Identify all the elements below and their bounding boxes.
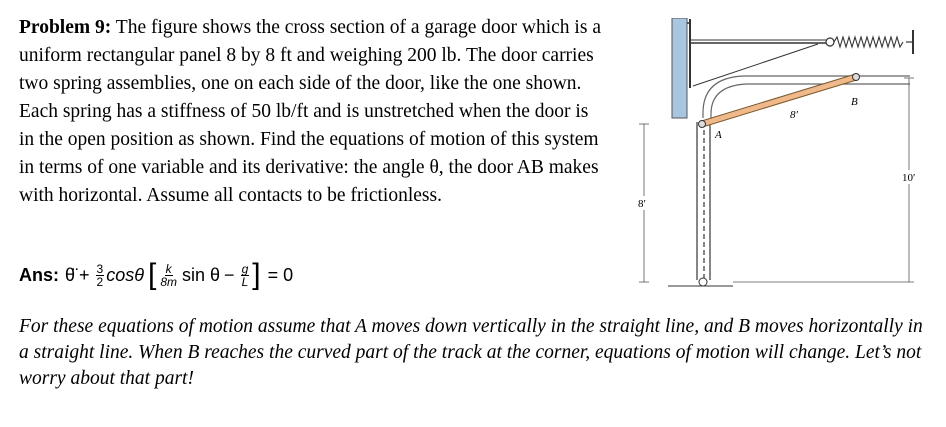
- left-bracket: [: [148, 258, 157, 291]
- fraction-numerator: k: [165, 261, 172, 276]
- point-B-roller: [853, 74, 860, 81]
- label-B: B: [851, 96, 858, 108]
- problem-label: Problem 9:: [19, 17, 112, 38]
- answer-label: Ans:: [19, 264, 59, 285]
- note-text: For these equations of motion assume that A moves down vertically in the straight line, and B moves horizontally in a straight line. When B reaches the curved part of the track at the corner, equations of motion will change. Let’s not worry about that part!: [19, 316, 923, 389]
- right-bracket: ]: [252, 258, 261, 291]
- fraction-g-over-l: [241, 263, 250, 288]
- fraction-numerator: 3: [96, 261, 104, 276]
- spring-coil: [834, 37, 903, 47]
- equals-zero: = 0: [267, 264, 294, 285]
- label-A: A: [715, 129, 722, 141]
- garage-door-figure: [618, 18, 928, 300]
- fraction-numerator: g: [241, 261, 249, 276]
- label-door-length: 8′: [790, 109, 798, 121]
- fraction-three-halves: [96, 263, 105, 288]
- theta-ddot: θ̈: [65, 264, 76, 285]
- fraction-denominator: L: [241, 274, 249, 289]
- minus-sign: −: [224, 264, 235, 285]
- plus-sign: +: [79, 264, 90, 285]
- cos-theta: cosθ: [106, 264, 144, 285]
- bottom-roller: [699, 278, 707, 286]
- label-left-height: 8′: [638, 198, 646, 210]
- fraction-denominator: 2: [96, 274, 104, 289]
- problem-text: The figure shows the cross section of a garage door which is a uniform rectangular panel 8 by 8 ft and weighing 200 lb. The door carries two spring assemblies, one on each side of the door, like the one shown. Each spring has a stiffness of 50 lb/ft and is unstretched when the door is in the open position as shown. Find the equations of motion of this system in terms of one variable and its derivative: the angle θ, the door AB makes with horizontal. Assume all contacts to be frictionless.: [19, 17, 601, 206]
- label-right-height: 10′: [902, 172, 916, 184]
- pulley: [826, 38, 834, 46]
- cable: [693, 44, 818, 86]
- wall-post: [672, 18, 687, 118]
- fraction-denominator: 8m: [160, 274, 178, 289]
- problem-statement: [19, 14, 601, 210]
- fraction-k-over-8m: [159, 263, 178, 288]
- answer-equation: [19, 253, 293, 297]
- point-A-roller: [699, 121, 706, 128]
- sin-theta: sin θ: [182, 264, 221, 285]
